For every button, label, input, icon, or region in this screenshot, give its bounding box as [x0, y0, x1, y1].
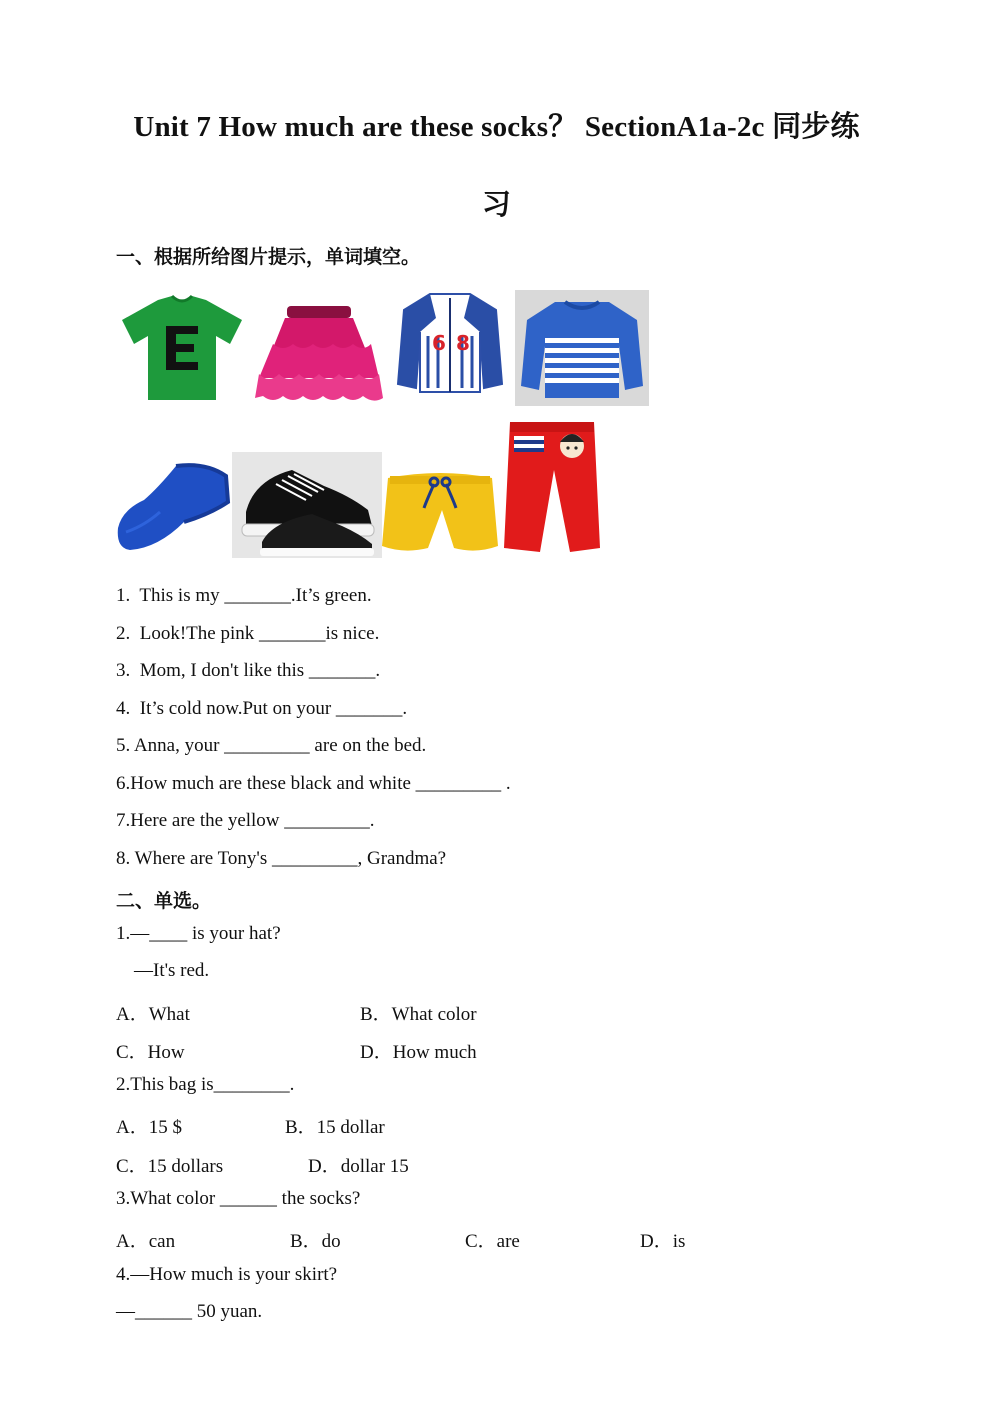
striped-sweater-image — [515, 290, 649, 406]
question-1-stem: 1.—____ is your hat? — [116, 923, 281, 944]
question-4-reply: —______ 50 yuan. — [116, 1301, 263, 1322]
question-2-option-b: B．15 dollar — [285, 1117, 385, 1138]
section2-heading: 二、单选。 — [116, 891, 212, 912]
green-tshirt-image — [118, 292, 246, 404]
question-3-option-d: D．is — [640, 1231, 686, 1252]
question-1-option-c: C．How — [116, 1042, 185, 1063]
question-2-option-c: C．15 dollars — [116, 1156, 224, 1177]
fill-item-4: 4. It’s cold now.Put on your _______. — [116, 698, 408, 719]
page-title: Unit 7 How much are these socks？ SectionA1a-2c 同步练 — [133, 111, 860, 143]
red-trousers-image — [500, 418, 604, 556]
fill-item-1: 1. This is my _______.It’s green. — [116, 585, 372, 606]
question-1-option-b: B．What color — [360, 1004, 477, 1025]
page-title-continued: 习 — [481, 189, 512, 221]
question-2-option-d: D．dollar 15 — [308, 1156, 409, 1177]
blue-socks-image — [114, 462, 232, 554]
question-3-option-b: B．do — [290, 1231, 341, 1252]
fill-item-6: 6.How much are these black and white _________ . — [116, 773, 511, 794]
question-2-stem: 2.This bag is________. — [116, 1074, 295, 1095]
question-4-stem: 4.—How much is your skirt? — [116, 1264, 338, 1285]
section1-heading: 一、根据所给图片提示，单词填空。 — [116, 247, 421, 268]
fill-item-3: 3. Mom, I don't like this _______. — [116, 660, 381, 681]
question-1-option-d: D．How much — [360, 1042, 477, 1063]
svg-text:8: 8 — [456, 331, 470, 355]
question-1-reply: —It's red. — [134, 960, 210, 981]
black-sneakers-image — [232, 452, 382, 558]
question-2-option-a: A．15 $ — [116, 1117, 182, 1138]
fill-item-7: 7.Here are the yellow _________. — [116, 810, 375, 831]
question-3-option-c: C．are — [465, 1231, 520, 1252]
svg-text:6: 6 — [432, 331, 446, 355]
fill-item-2: 2. Look!The pink _______is nice. — [116, 623, 380, 644]
question-3-stem: 3.What color ______ the socks? — [116, 1188, 361, 1209]
pink-skirt-image — [253, 300, 385, 404]
question-3-option-a: A．can — [116, 1231, 176, 1252]
fill-item-8: 8. Where are Tony's _________, Grandma? — [116, 848, 447, 869]
fill-item-5: 5. Anna, your _________ are on the bed. — [116, 735, 427, 756]
question-1-option-a: A．What — [116, 1004, 190, 1025]
yellow-shorts-image — [380, 468, 500, 556]
baseball-jacket-image — [396, 288, 504, 396]
